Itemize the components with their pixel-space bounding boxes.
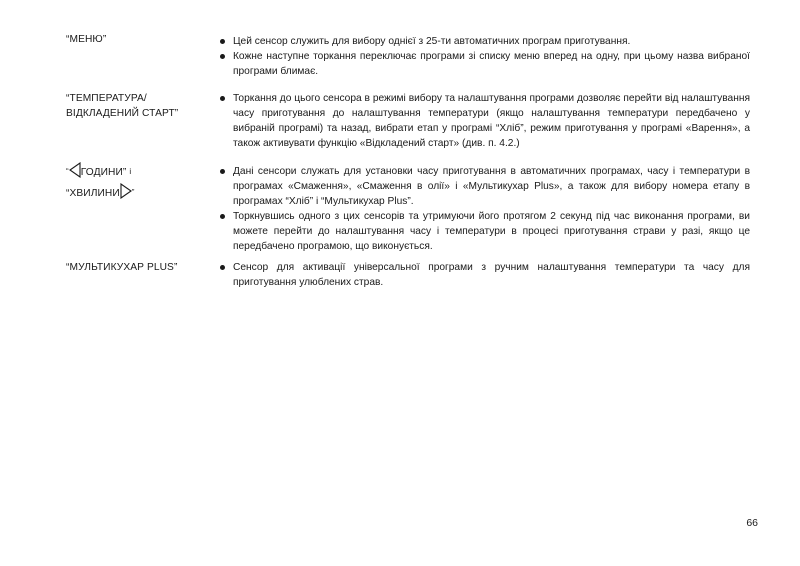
term-hours-minutes [66, 162, 206, 201]
list-item: Сенсор для активації універсальної програми з ручним налаштування температури та часу для приготування улюблених страв. [220, 260, 750, 290]
term-menu [66, 32, 206, 47]
term-multicooker-label: “МУЛЬТИКУХАР PLUS” [66, 262, 178, 273]
term-temperature-line1: “ТЕМПЕРАТУРА/ [66, 93, 147, 104]
list-item: Торкнувшись одного з цих сенсорів та утримуючи його протягом 2 секунд під час виконання програми, ви можете перейти до налаштування часу і температури в процесі приготування страви у разі, якщо це передбачено програмою, що виконується. [220, 209, 750, 254]
bullet-icon [220, 214, 225, 219]
term-temperature-line2: ВІДКЛАДЕНИЙ СТАРТ” [66, 108, 179, 119]
term-minutes: “ХВИЛИНИ ” [66, 183, 206, 201]
bullet-icon [220, 169, 225, 174]
bullet-icon [220, 96, 225, 101]
list-item: Торкання до цього сенсора в режимі вибору та налаштування програми дозволяє перейти від налаштування часу приготування до налаштування температури (якщо налаштування температури передбачено у вибраній програмі) та назад, вибрати етап у програмі “Хліб”, режим приготування у програмі «Варення», а також активувати функцію «Відкладений старт» (див. п. 4.2.) [220, 91, 750, 151]
term-temperature [66, 91, 206, 121]
term-multicooker-plus [66, 260, 206, 275]
bullets-multicooker-plus [220, 260, 750, 290]
page-number: 66 [746, 517, 758, 529]
right-triangle-icon [120, 183, 132, 199]
left-triangle-icon [69, 162, 81, 178]
bullet-icon [220, 39, 225, 44]
bullet-icon [220, 265, 225, 270]
list-item: Дані сенсори служать для установки часу приготування в автоматичних програмах, часу і температури в програмах «Смаження», «Смаження в олії» і «Мультикухар Plus», а також для вибору номера етапу в програмах “Хліб” і “Мультикухар Plus”. [220, 164, 750, 209]
bullet-icon [220, 54, 225, 59]
bullets-hours-minutes [220, 164, 750, 254]
list-item: Цей сенсор служить для вибору однієї з 25-ти автоматичних програм приготування. [220, 34, 750, 49]
list-item: Кожне наступне торкання переключає програми зі списку меню вперед на одну, при цьому назва вибраної програми блимає. [220, 49, 750, 79]
bullets-menu [220, 34, 750, 79]
term-menu-label: “МЕНЮ” [66, 34, 107, 45]
term-hours: “ ГОДИНИ” і [66, 162, 206, 180]
bullets-temperature [220, 91, 750, 151]
